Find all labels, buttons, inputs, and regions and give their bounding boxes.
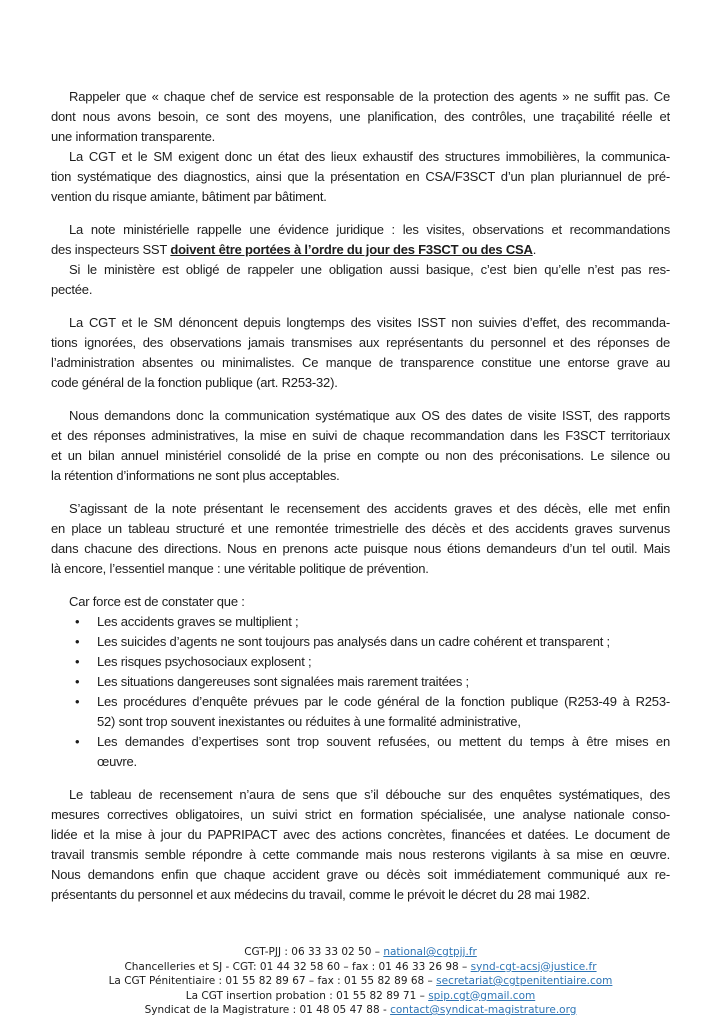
- text-line: [51, 260, 670, 280]
- bullet-icon: •: [75, 634, 80, 649]
- text-line: [51, 825, 670, 845]
- paragraph: [51, 406, 670, 486]
- text-line: [97, 652, 670, 672]
- text-run: tions ignorées, des observations jamais transmises aux représentants du personnel et des réponses de: [51, 335, 670, 350]
- emphasis-bold-underline: doivent être portées à l’ordre du jour des F3SCT ou des CSA: [170, 242, 533, 257]
- text-line: [97, 712, 670, 732]
- footer-line: [51, 945, 670, 960]
- bullet-item: [51, 612, 670, 632]
- document-body: [51, 87, 670, 905]
- text-line: [51, 333, 670, 353]
- text-line: [51, 559, 670, 579]
- email-link[interactable]: synd-cgt-acsj@justice.fr: [470, 960, 597, 973]
- text-line: [97, 692, 670, 712]
- text-run: La note ministérielle rappelle une évidence juridique : les visites, observations et recommandations: [69, 222, 670, 237]
- text-line: [51, 865, 670, 885]
- bullet-item: [51, 652, 670, 672]
- text-line: [51, 167, 670, 187]
- text-line: [51, 107, 670, 127]
- text-line: [51, 446, 670, 466]
- text-line: [51, 406, 670, 426]
- bullet-icon: •: [75, 734, 80, 749]
- paragraph: [51, 87, 670, 147]
- text-run: vention du risque amiante, bâtiment par bâtiment.: [51, 189, 327, 204]
- text-run: Les situations dangereuses sont signalées mais rarement traitées ;: [97, 674, 469, 689]
- text-run: La CGT et le SM dénoncent depuis longtemps des visites ISST non suivies d’effet, des recommanda-: [69, 315, 670, 330]
- footer-text: La CGT Pénitentiaire : 01 55 82 89 67 – fax : 01 55 82 89 68 –: [108, 975, 437, 987]
- text-run: dans chacune des directions. Nous en prenons acte puisque nous étions demandeurs d’un tel outil. Mais: [51, 541, 670, 556]
- text-run: Les risques psychosociaux explosent ;: [97, 654, 312, 669]
- document-footer: [51, 945, 670, 1018]
- footer-text: La CGT insertion probation : 01 55 82 89 71 –: [185, 989, 429, 1002]
- footer-text: Syndicat de la Magistrature : 01 48 05 47 88 -: [144, 1004, 391, 1016]
- paragraph-gap: [51, 207, 670, 220]
- text-line: [51, 426, 670, 446]
- email-link[interactable]: national@cgtpjj.fr: [383, 946, 477, 958]
- text-run: Nous demandons donc la communication systématique aux OS des dates de visite ISST, des rapports: [69, 408, 670, 423]
- text-run: Car force est de constater que :: [69, 594, 245, 609]
- text-line: [97, 732, 670, 752]
- paragraph-gap: [51, 579, 670, 592]
- text-run: en place un tableau structuré et une remontée trimestrielle des décès et des accidents graves survenus: [51, 521, 670, 536]
- footer-line: [51, 974, 670, 989]
- text-line: [51, 592, 670, 612]
- text-run: .: [532, 242, 537, 257]
- text-line: [51, 127, 670, 147]
- text-run: Les suicides d’agents ne sont toujours pas analysés dans un cadre cohérent et transparent ;: [97, 634, 610, 649]
- text-run: et des réponses administratives, la mise en suivi de chaque recommandation dans les F3SCT territoriaux: [51, 428, 670, 443]
- paragraph-gap: [51, 300, 670, 313]
- bullet-icon: •: [75, 674, 80, 689]
- text-run: Nous demandons enfin que chaque accident grave ou décès soit immédiatement communiqué aux re-: [51, 867, 670, 882]
- text-line: [51, 845, 670, 865]
- text-line: [97, 752, 670, 772]
- text-line: [97, 672, 670, 692]
- text-line: [51, 220, 670, 240]
- text-line: [51, 373, 670, 393]
- text-run: Les accidents graves se multiplient ;: [97, 614, 299, 629]
- text-line: [51, 539, 670, 559]
- text-run: là encore, l’essentiel manque : une véritable politique de prévention.: [51, 561, 429, 576]
- text-run: œuvre.: [97, 754, 137, 769]
- text-run: présentants du personnel et aux médecins du travail, comme le prévoit le décret du 28 mai 1982.: [51, 887, 590, 902]
- email-link[interactable]: spip.cgt@gmail.com: [428, 989, 536, 1002]
- text-line: [51, 519, 670, 539]
- text-run: dont nous avons besoin, ce sont des moyens, une planification, des contrôles, une traçabilité réelle et: [51, 109, 670, 124]
- text-line: [51, 885, 670, 905]
- bullet-item: [51, 672, 670, 692]
- text-line: [51, 499, 670, 519]
- text-run: code général de la fonction publique (art. R253-32).: [51, 375, 338, 390]
- bullet-icon: •: [75, 694, 80, 709]
- email-link[interactable]: contact@syndicat-magistrature.org: [390, 1004, 577, 1016]
- text-run: la rétention d’informations ne sont plus acceptables.: [51, 468, 340, 483]
- paragraph: [51, 785, 670, 905]
- bullet-item: [51, 732, 670, 772]
- text-run: Rappeler que « chaque chef de service est responsable de la protection des agents » ne suffit pas. Ce: [69, 89, 670, 104]
- paragraph: [51, 313, 670, 393]
- text-run: 52) sont trop souvent inexistantes ou réduites à une formalité administrative,: [97, 714, 521, 729]
- text-line: [51, 187, 670, 207]
- bullet-icon: •: [75, 614, 80, 629]
- text-line: [51, 353, 670, 373]
- text-run: Le tableau de recensement n’aura de sens que s’il débouche sur des enquêtes systématiques, des: [69, 787, 670, 802]
- bullet-item: [51, 632, 670, 652]
- footer-text: Chancelleries et SJ - CGT: 01 44 32 58 60 – fax : 01 46 33 26 98 –: [124, 960, 471, 973]
- paragraph-gap: [51, 486, 670, 499]
- footer-line: [51, 989, 670, 1004]
- text-run: pectée.: [51, 282, 93, 297]
- paragraph: [51, 499, 670, 579]
- text-line: [51, 240, 670, 260]
- text-run: mesures correctives obligatoires, un suivi strict en formation spécialisée, une analyse nationale conso-: [51, 807, 670, 822]
- text-line: [51, 785, 670, 805]
- footer-line: [51, 1003, 670, 1018]
- text-run: et un bilan annuel ministériel consolidé de la prise en compte ou non des préconisations. Le silence ou: [51, 448, 670, 463]
- text-line: [97, 632, 670, 652]
- footer-line: [51, 960, 670, 975]
- text-run: travail transmis semble répondre à cette commande mais nous resterons vigilants à sa mise en œuvre.: [51, 847, 670, 862]
- text-line: [51, 280, 670, 300]
- text-line: [51, 805, 670, 825]
- paragraph-gap: [51, 393, 670, 406]
- bullet-icon: •: [75, 654, 80, 669]
- text-run: une information transparente.: [51, 129, 216, 144]
- paragraph: [51, 592, 670, 612]
- paragraph: [51, 260, 670, 300]
- text-run: lidée et la mise à jour du PAPRIPACT avec des actions concrètes, financées et datées. Le document de: [51, 827, 670, 842]
- text-run: La CGT et le SM exigent donc un état des lieux exhaustif des structures immobilières, la communica-: [69, 149, 670, 164]
- text-run: Les demandes d’expertises sont trop souvent refusées, ou mettent du temps à être mises en: [97, 734, 670, 749]
- text-run: tion systématique des diagnostics, ainsi que la présentation en CSA/F3SCT d’un plan pluriannuel de pré-: [51, 169, 670, 184]
- text-line: [51, 466, 670, 486]
- text-run: S’agissant de la note présentant le recensement des accidents graves et des décès, elle met enfin: [69, 501, 670, 516]
- text-run: Les procédures d’enquête prévues par le code général de la fonction publique (R253-49 à R253-: [97, 694, 670, 709]
- text-run: des inspecteurs SST: [51, 242, 171, 257]
- text-line: [51, 87, 670, 107]
- email-link[interactable]: secretariat@cgtpenitentiaire.com: [436, 975, 613, 987]
- text-line: [51, 147, 670, 167]
- text-line: [51, 313, 670, 333]
- paragraph: [51, 147, 670, 207]
- text-run: l’administration absentes ou minimalistes. Ce manque de transparence constitue une entorse grave au: [51, 355, 670, 370]
- bullet-item: [51, 692, 670, 732]
- paragraph: [51, 220, 670, 260]
- text-line: [97, 612, 670, 632]
- bullet-list: [51, 612, 670, 772]
- footer-text: CGT-PJJ : 06 33 33 02 50 –: [244, 946, 384, 958]
- text-run: Si le ministère est obligé de rappeler une obligation aussi basique, c’est bien qu’elle n’est pas res-: [69, 262, 670, 277]
- paragraph-gap: [51, 772, 670, 785]
